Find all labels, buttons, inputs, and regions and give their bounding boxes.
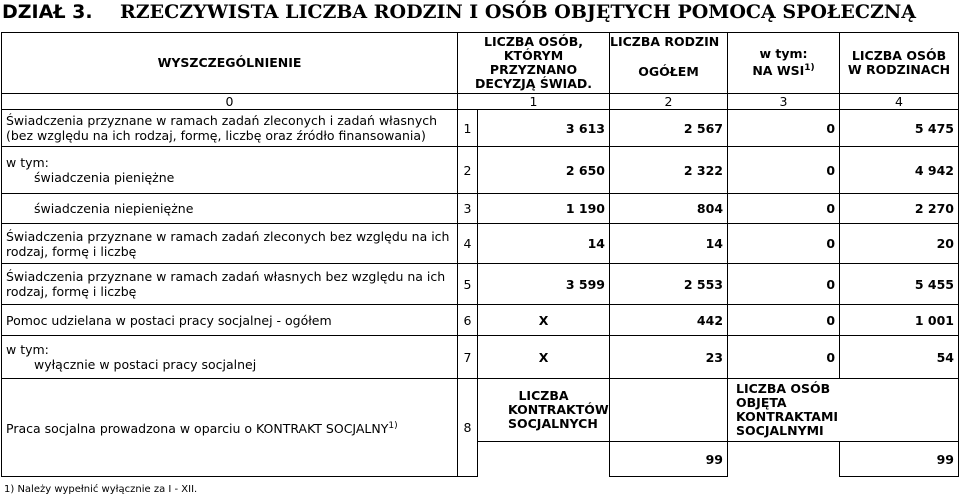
row-number: 1	[458, 110, 478, 147]
report-table	[1, 32, 959, 477]
page-title	[2, 1, 952, 27]
cell-liczba-osob: X	[478, 305, 610, 336]
row-number: 5	[458, 264, 478, 305]
row-label-wtym: w tym:	[6, 342, 49, 357]
row-label: Świadczenia przyznane w ramach zadań własnych bez względu na ich rodzaj, formę i liczbę	[2, 264, 458, 305]
cell-na-wsi: 0	[728, 147, 840, 194]
row-label-sub: świadczenia pieniężne	[34, 170, 175, 185]
cell-ogolem: 804	[610, 194, 728, 224]
index-2: 2	[610, 94, 728, 110]
cell-osob-w-rodzinach: 5 455	[840, 264, 959, 305]
cell-na-wsi: 0	[728, 194, 840, 224]
cell-liczba-osob: 3 599	[478, 264, 610, 305]
header-liczba-kontraktow: LICZBA KONTRAKTÓW SOCJALNYCH	[478, 379, 610, 442]
index-4: 4	[840, 94, 959, 110]
table-row	[2, 305, 959, 336]
cell-osob-w-rodzinach: 2 270	[840, 194, 959, 224]
index-row	[2, 94, 959, 110]
cell-osob-w-rodzinach: 5 475	[840, 110, 959, 147]
cell-na-wsi: 0	[728, 305, 840, 336]
cell-ogolem: 23	[610, 336, 728, 379]
cell-osob-w-rodzinach: 4 942	[840, 147, 959, 194]
cell-ogolem: 2 553	[610, 264, 728, 305]
header-na-wsi-label: NA WSI	[752, 63, 805, 79]
cell-liczba-kontraktow: 99	[610, 442, 728, 477]
cell-na-wsi: 0	[728, 110, 840, 147]
header-na-wsi	[728, 33, 840, 94]
cell-ogolem: 2 322	[610, 147, 728, 194]
row-label: Świadczenia przyznane w ramach zadań zleconych i zadań własnych (bez względu na ich rodzaj, formę, liczbę oraz źródło finansowania)	[2, 110, 458, 147]
header-liczba-osob-kontrakt: LICZBA OSÓB OBJĘTA KONTRAKTAMI SOCJALNYMI	[728, 379, 959, 442]
header-w-tym: w tym:	[759, 46, 808, 62]
row-label	[2, 336, 458, 379]
header-liczba-osob-w-rodzinach: LICZBA OSÓB W RODZINACH	[840, 33, 959, 94]
cell-liczba-osob: 14	[478, 224, 610, 264]
footnote: 1) Należy wypełnić wyłącznie za I - XII.	[4, 484, 198, 495]
cell-liczba-osob: X	[478, 336, 610, 379]
row-number: 7	[458, 336, 478, 379]
header-liczba-rodzin: LICZBA RODZIN	[610, 33, 728, 52]
section-label: DZIAŁ 3.	[2, 1, 93, 23]
cell-osob-w-rodzinach: 20	[840, 224, 959, 264]
header-na-wsi-sup: 1)	[804, 63, 815, 74]
row-label: Pomoc udzielana w postaci pracy socjalnej - ogółem	[2, 305, 458, 336]
table-row	[2, 147, 959, 194]
row-label	[2, 194, 458, 224]
title-text: RZECZYWISTA LICZBA RODZIN I OSÓB OBJĘTYCH POMOCĄ SPOŁECZNĄ	[120, 1, 916, 23]
cell-liczba-osob-kontrakt: 99	[840, 442, 959, 477]
row-label-wtym: w tym:	[6, 155, 49, 170]
table-row	[2, 110, 959, 147]
row-number: 6	[458, 305, 478, 336]
table-row	[2, 224, 959, 264]
header-ogolem: OGÓŁEM	[610, 52, 728, 94]
empty-cell	[728, 442, 840, 477]
row-label-sup: 1)	[388, 420, 398, 431]
header-liczba-osob: LICZBA OSÓB, KTÓRYM PRZYZNANO DECYZJĄ ŚWIAD.	[458, 33, 610, 94]
cell-osob-w-rodzinach: 54	[840, 336, 959, 379]
table-row	[2, 194, 959, 224]
cell-na-wsi: 0	[728, 224, 840, 264]
table-row	[2, 264, 959, 305]
cell-ogolem: 14	[610, 224, 728, 264]
row-number: 3	[458, 194, 478, 224]
row-label-sub: wyłącznie w postaci pracy socjalnej	[34, 357, 257, 372]
index-1: 1	[458, 94, 610, 110]
row-number: 8	[458, 379, 478, 477]
index-3: 3	[728, 94, 840, 110]
row-label	[2, 147, 458, 194]
empty-cell	[478, 442, 610, 477]
table-row	[2, 379, 959, 442]
cell-ogolem: 2 567	[610, 110, 728, 147]
row-label-sub: świadczenia niepieniężne	[34, 201, 194, 216]
header-wyszczegolnienie: WYSZCZEGÓLNIENIE	[2, 33, 458, 94]
empty-cell	[610, 379, 728, 442]
row-label: Świadczenia przyznane w ramach zadań zleconych bez względu na ich rodzaj, formę i liczbę	[2, 224, 458, 264]
cell-liczba-osob: 2 650	[478, 147, 610, 194]
cell-osob-w-rodzinach: 1 001	[840, 305, 959, 336]
row-label-kontrakt: Praca socjalna prowadzona w oparciu o KONTRAKT SOCJALNY	[6, 421, 389, 437]
index-0: 0	[2, 94, 458, 110]
cell-liczba-osob: 3 613	[478, 110, 610, 147]
cell-liczba-osob: 1 190	[478, 194, 610, 224]
cell-ogolem: 442	[610, 305, 728, 336]
row-number: 2	[458, 147, 478, 194]
cell-na-wsi: 0	[728, 264, 840, 305]
cell-na-wsi: 0	[728, 336, 840, 379]
table-row	[2, 336, 959, 379]
row-label	[2, 379, 458, 477]
header-row-1	[2, 33, 959, 52]
row-number: 4	[458, 224, 478, 264]
